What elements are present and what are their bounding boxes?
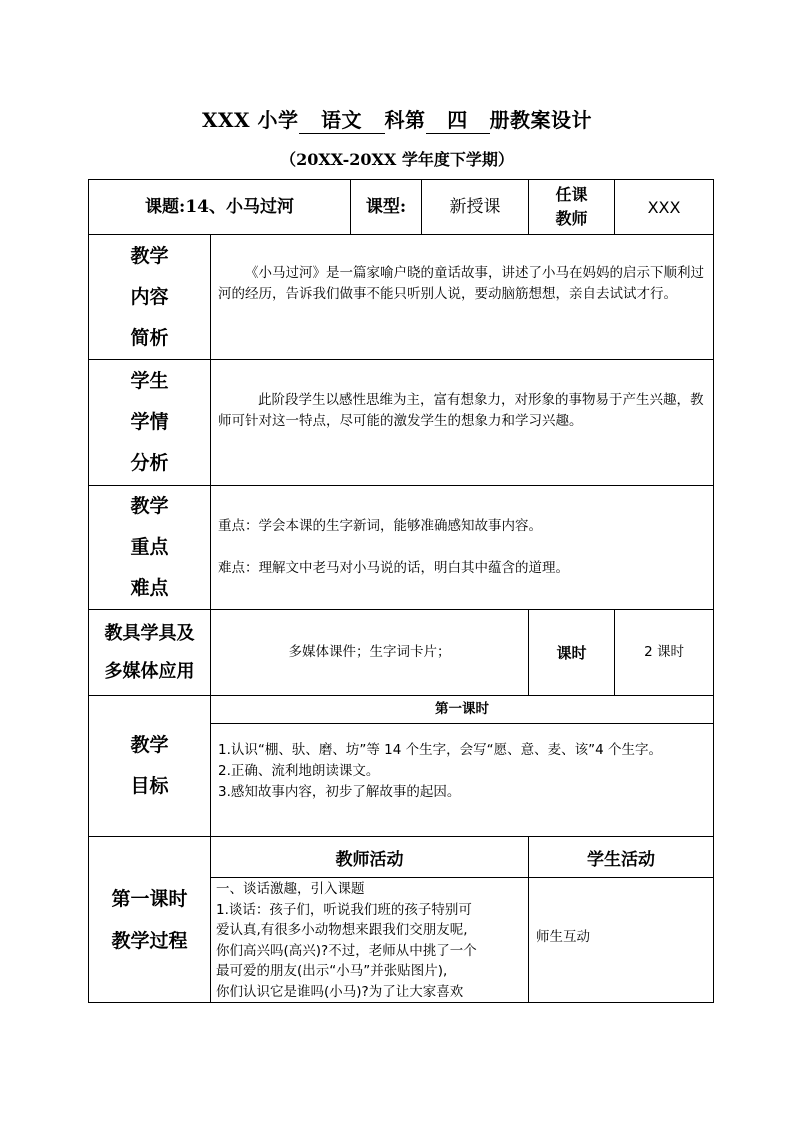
subject-blank: 语文 (299, 104, 385, 134)
content-label (89, 235, 211, 360)
students-row (89, 360, 714, 486)
goals-section-title: 第一课时 (211, 696, 713, 724)
student-activity-header: 学生活动 (529, 837, 714, 878)
goal-item-1: 1.认识“棚、驮、磨、坊”等 14 个生字，会写“愿、意、麦、该”4 个生字。 (218, 742, 662, 758)
goal-item-3: 3.感知故事内容，初步了解故事的起因。 (218, 784, 461, 800)
tools-row (89, 610, 714, 696)
topic-row (89, 180, 714, 235)
teacher-label-line2: 教师 (555, 209, 588, 228)
content-row (89, 235, 714, 360)
tools-label (89, 610, 211, 696)
content-label-line1: 教学 (130, 244, 169, 267)
goals-label-line1: 教学 (130, 734, 169, 756)
keypoints-label-line3: 难点 (130, 577, 169, 599)
teacher-line-5: 最可爱的朋友(出示“小马”并张贴图片), (216, 963, 448, 979)
goals-row (89, 696, 714, 837)
teacher-activity-header: 教师活动 (211, 837, 529, 878)
teacher-line-6: 你们认识它是谁吗(小马)?为了让大家喜欢 (216, 983, 464, 1000)
goals-label (89, 696, 211, 837)
type-value: 新授课 (422, 180, 529, 235)
goals-label-line2: 目标 (130, 775, 169, 797)
term-subtitle: （20XX-20XX 学年度下学期） (280, 150, 514, 169)
hours-label: 课时 (529, 610, 615, 696)
content-label-line3: 简析 (130, 326, 169, 349)
tools-label-line1: 教具学具及 (104, 622, 195, 644)
content-text: 《小马过河》是一篇家喻户晓的童话故事，讲述了小马在妈妈的启示下顺利过河的经历，告诉我们做事不能只听别人说，要动脑筋想想，亲自去试试才行。 (211, 235, 714, 360)
lesson-plan-table (88, 179, 714, 1003)
students-label-line1: 学生 (130, 370, 169, 392)
teacher-activity-text (211, 878, 529, 1003)
keypoints-cell (211, 486, 714, 610)
teacher-line-1: 一、谈话激趣，引入课题 (216, 881, 365, 897)
topic-cell (89, 180, 351, 235)
topic-value: 14、小马过河 (185, 197, 294, 217)
students-label-line3: 分析 (130, 452, 169, 474)
tools-value: 多媒体课件；生字词卡片； (211, 610, 529, 696)
keypoints-label-line2: 重点 (130, 536, 169, 558)
type-label: 课型: (351, 180, 422, 235)
students-label-line2: 学情 (130, 411, 169, 433)
hours-value: 2 课时 (615, 610, 714, 696)
teacher-line-3: 爱认真,有很多小动物想来跟我们交朋友呢, (216, 922, 468, 938)
teacher-value: XXX (615, 180, 714, 235)
keypoints-label-line1: 教学 (130, 495, 169, 517)
volume-suffix: 册教案设计 (489, 108, 592, 132)
document-title (0, 104, 794, 134)
volume-blank: 四 (426, 104, 490, 134)
topic-label: 课题: (145, 197, 186, 217)
goals-list (211, 724, 713, 803)
teacher-line-4: 你们高兴吗(高兴)?不过，老师从中挑了一个 (216, 942, 477, 959)
teacher-label (529, 180, 615, 235)
students-text-body: 此阶段学生以感性思维为主，富有想象力，对形象的事物易于产生兴趣，教师可针对这一特点，尽可能的激发学生的想象力和学习兴趣。 (218, 392, 704, 429)
key-point-text: 重点：学会本课的生字新词，能够准确感知故事内容。 (218, 518, 542, 534)
process-label (89, 837, 211, 1003)
goals-cell (211, 696, 714, 837)
students-label (89, 360, 211, 486)
process-label-line2: 教学过程 (111, 929, 188, 952)
keypoints-label (89, 486, 211, 610)
subject-suffix: 科第 (384, 108, 426, 132)
keypoints-row (89, 486, 714, 610)
teacher-line-2: 1.谈话：孩子们，听说我们班的孩子特别可 (216, 901, 472, 918)
content-label-line2: 内容 (130, 285, 169, 308)
school-name: XXX 小学 (201, 108, 299, 132)
process-label-line1: 第一课时 (111, 887, 188, 910)
process-header-row (89, 837, 714, 878)
goal-item-2: 2.正确、流利地朗读课文。 (218, 763, 380, 779)
difficult-point-text: 难点：理解文中老马对小马说的话，明白其中蕴含的道理。 (218, 560, 569, 576)
tools-label-line2: 多媒体应用 (104, 660, 195, 682)
students-text (211, 360, 714, 486)
teacher-label-line1: 任课 (555, 185, 588, 204)
student-activity-text: 师生互动 (529, 878, 714, 1003)
